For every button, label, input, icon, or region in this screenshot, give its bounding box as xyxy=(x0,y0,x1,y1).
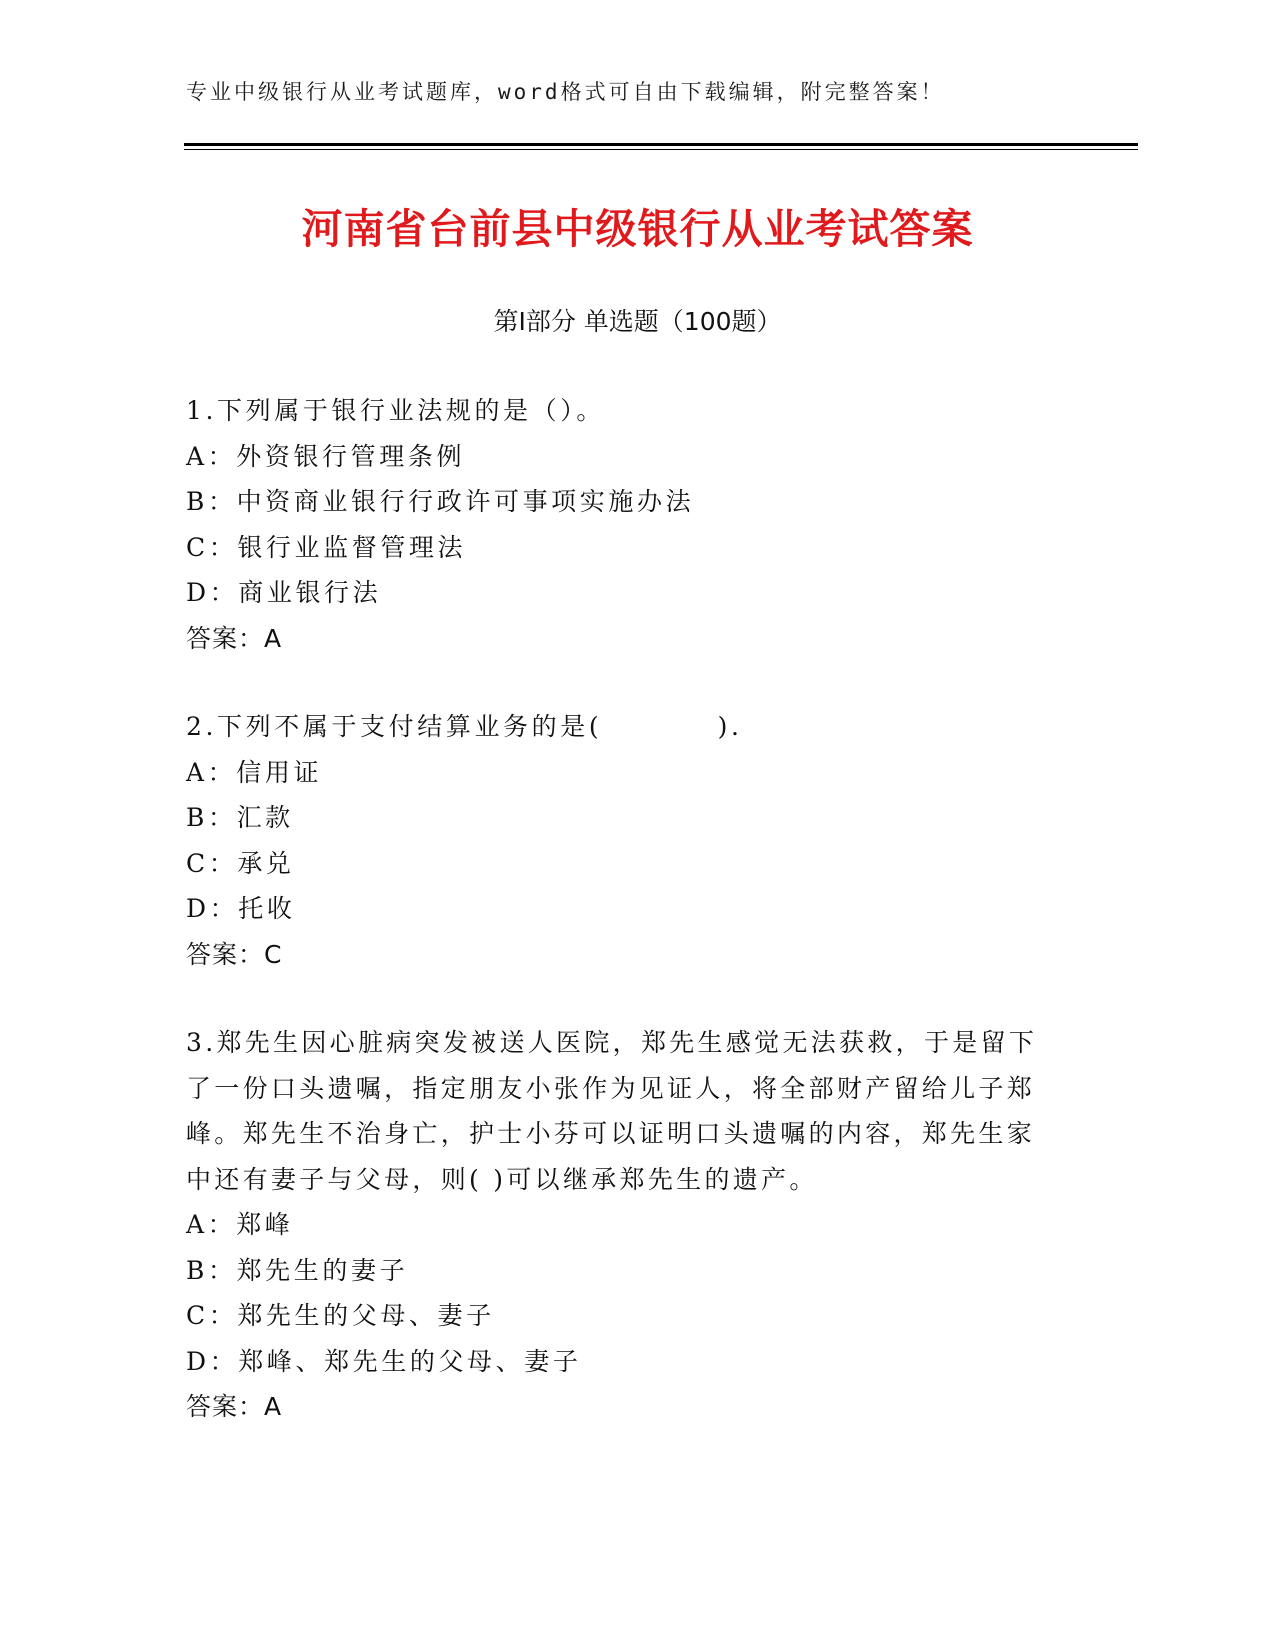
question-stem-line: 3.郑先生因心脏病突发被送人医院，郑先生感觉无法获救，于是留下 xyxy=(186,1028,1038,1057)
header-note: 专业中级银行从业考试题库，word格式可自由下载编辑，附完整答案！ xyxy=(186,80,945,104)
question-stem: 1.下列属于银行业法规的是（）。 xyxy=(186,396,605,425)
option-d: D：托收 xyxy=(186,894,296,923)
option-a: A：信用证 xyxy=(186,757,323,787)
option-b: B：汇款 xyxy=(186,803,294,832)
question-1 xyxy=(186,388,1066,661)
answer-line: 答案：C xyxy=(186,939,283,969)
question-3 xyxy=(186,1020,1066,1430)
question-stem-line: 中还有妻子与父母，则( )可以继承郑先生的遗产。 xyxy=(186,1164,818,1194)
option-c: C：承兑 xyxy=(186,848,295,878)
option-b: B：中资商业银行行政许可事项实施办法 xyxy=(186,487,695,516)
option-c: C：郑先生的父母、妻子 xyxy=(186,1301,495,1330)
option-c: C：银行业监督管理法 xyxy=(186,532,467,562)
question-stem-line: 了一份口头遗嘱，指定朋友小张作为见证人，将全部财产留给儿子郑 xyxy=(186,1073,1036,1103)
question-stem xyxy=(186,1020,1066,1202)
option-b: B：郑先生的妻子 xyxy=(186,1255,409,1285)
question-2 xyxy=(186,704,1066,977)
header-rule-thick xyxy=(184,143,1138,146)
option-d: D：商业银行法 xyxy=(186,578,382,607)
document-title: 河南省台前县中级银行从业考试答案 xyxy=(301,205,974,253)
question-stem: 2.下列不属于支付结算业务的是( ). xyxy=(186,712,743,741)
answer-line: 答案：A xyxy=(186,1392,283,1421)
section-title: 第Ⅰ部分 单选题（100题） xyxy=(493,307,782,336)
answer-line: 答案：A xyxy=(186,623,283,653)
option-a: A：郑峰 xyxy=(186,1210,294,1239)
option-a: A：外资银行管理条例 xyxy=(186,441,466,471)
question-stem-line: 峰。郑先生不治身亡，护士小芬可以证明口头遗嘱的内容，郑先生家 xyxy=(186,1119,1036,1148)
option-d: D：郑峰、郑先生的父母、妻子 xyxy=(186,1346,582,1376)
header-rule-thin xyxy=(184,149,1138,150)
